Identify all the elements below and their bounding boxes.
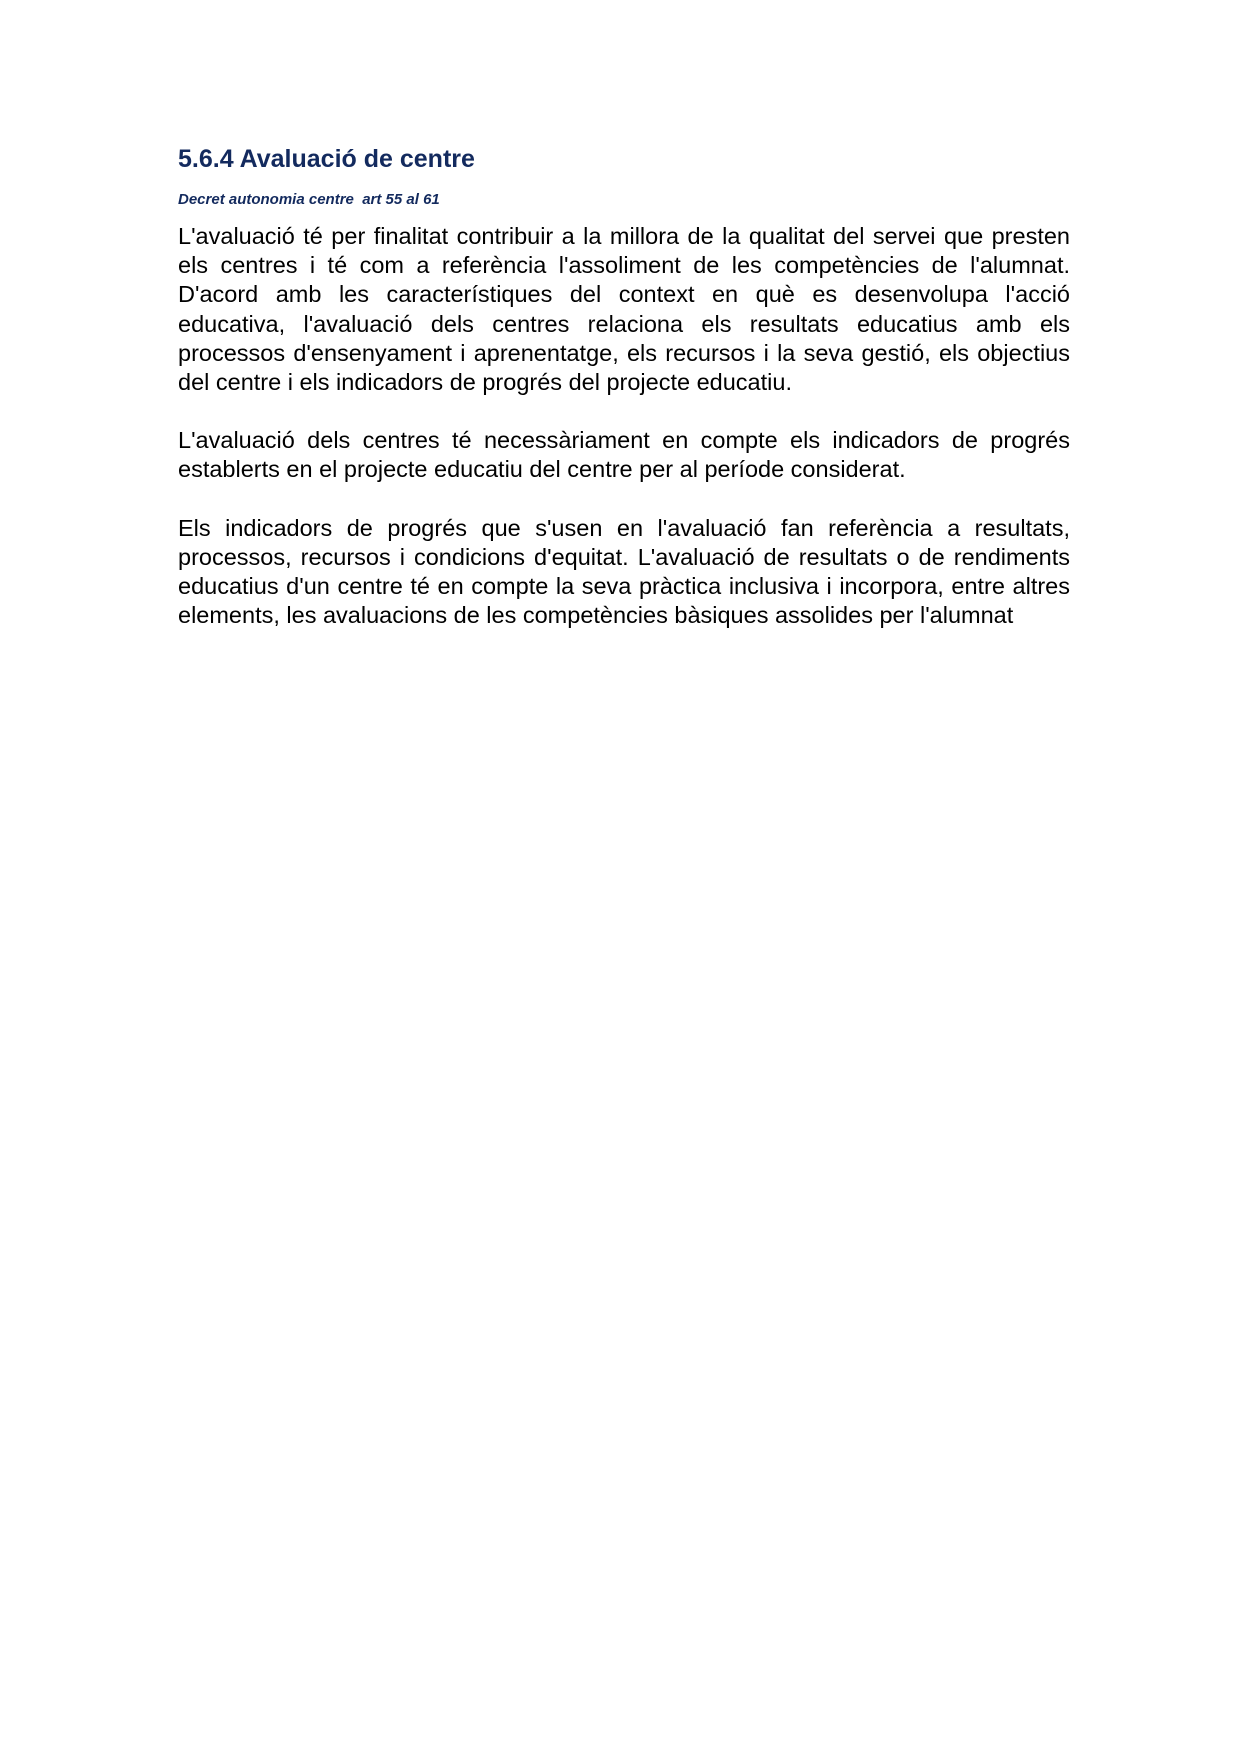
body-paragraph: L'avaluació dels centres té necessàriament en compte els indicadors de progrés establerts en el projecte educatiu del centre per al període considerat. <box>178 427 1070 483</box>
body-paragraph: Els indicadors de progrés que s'usen en l'avaluació fan referència a resultats, processos, recursos i condicions d'equitat. L'avaluació de resultats o de rendiments educatius d'un centre té en compte la seva pràctica inclusiva i incorpora, entre altres elements, les avaluacions de les competències bàsiques assolides per l'alumnat <box>178 514 1070 629</box>
page-content <box>178 144 1070 630</box>
source-reference-note: Decret autonomia centre art 55 al 61 <box>178 191 440 208</box>
body-paragraph: L'avaluació té per finalitat contribuir a la millora de la qualitat del servei que presten els centres i té com a referència l'assoliment de les competències de l'alumnat. D'acord amb les característiques del context en què es desenvolupa l'acció educativa, l'avaluació dels centres relaciona els resultats educatius amb els processos d'ensenyament i aprenentatge, els recursos i la seva gestió, els objectius del centre i els indicadors de progrés del projecte educatiu. <box>178 223 1070 396</box>
section-heading: 5.6.4 Avaluació de centre <box>178 145 475 173</box>
